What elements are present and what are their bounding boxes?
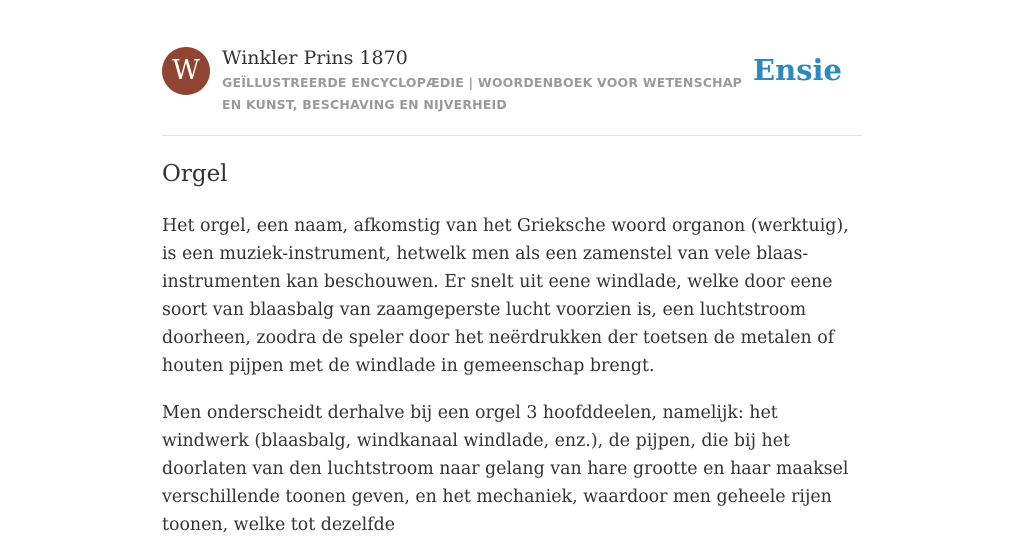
source-title[interactable]: Winkler Prins 1870 bbox=[222, 47, 408, 69]
ensie-logo-link[interactable]: Ensie bbox=[753, 53, 842, 87]
article-paragraph: Men onderscheidt derhalve bij een orgel 3 hoofddeelen, namelijk: het windwerk (blaasbalg, windkanaal windlade, enz.), de pijpen, die bij het doorlaten van den luchtstroom naar gelang van hare grootte en haar maaksel verschillende toonen geven, en het mechaniek, waardoor men geheele rijen toonen, welke tot dezelfde bbox=[162, 403, 849, 535]
source-subtitle: GEÏLLUSTREERDE ENCYCLOPÆDIE | WOORDENBOEK VOOR WETENSCHAP EN KUNST, BESCHAVING EN NIJVERHEID bbox=[222, 75, 743, 112]
source-avatar[interactable]: W bbox=[162, 47, 210, 95]
source-header bbox=[162, 0, 862, 136]
article-body bbox=[162, 212, 862, 558]
content-column bbox=[162, 0, 862, 535]
article-paragraph: Het orgel, een naam, afkomstig van het Grieksche woord organon (werktuig), is een muziek-instrument, hetwelk men als een zamenstel van vele blaas-instrumenten kan beschouwen. Er snelt uit eene windlade, welke door eene soort van blaasbalg van zaamgeperste lucht voorzien is, een luchtstroom doorheen, zoodra de speler door het neërdrukken der toetsen de metalen of houten pijpen met de windlade in gemeenschap brengt. bbox=[162, 216, 849, 376]
article-title: Orgel bbox=[162, 161, 228, 187]
